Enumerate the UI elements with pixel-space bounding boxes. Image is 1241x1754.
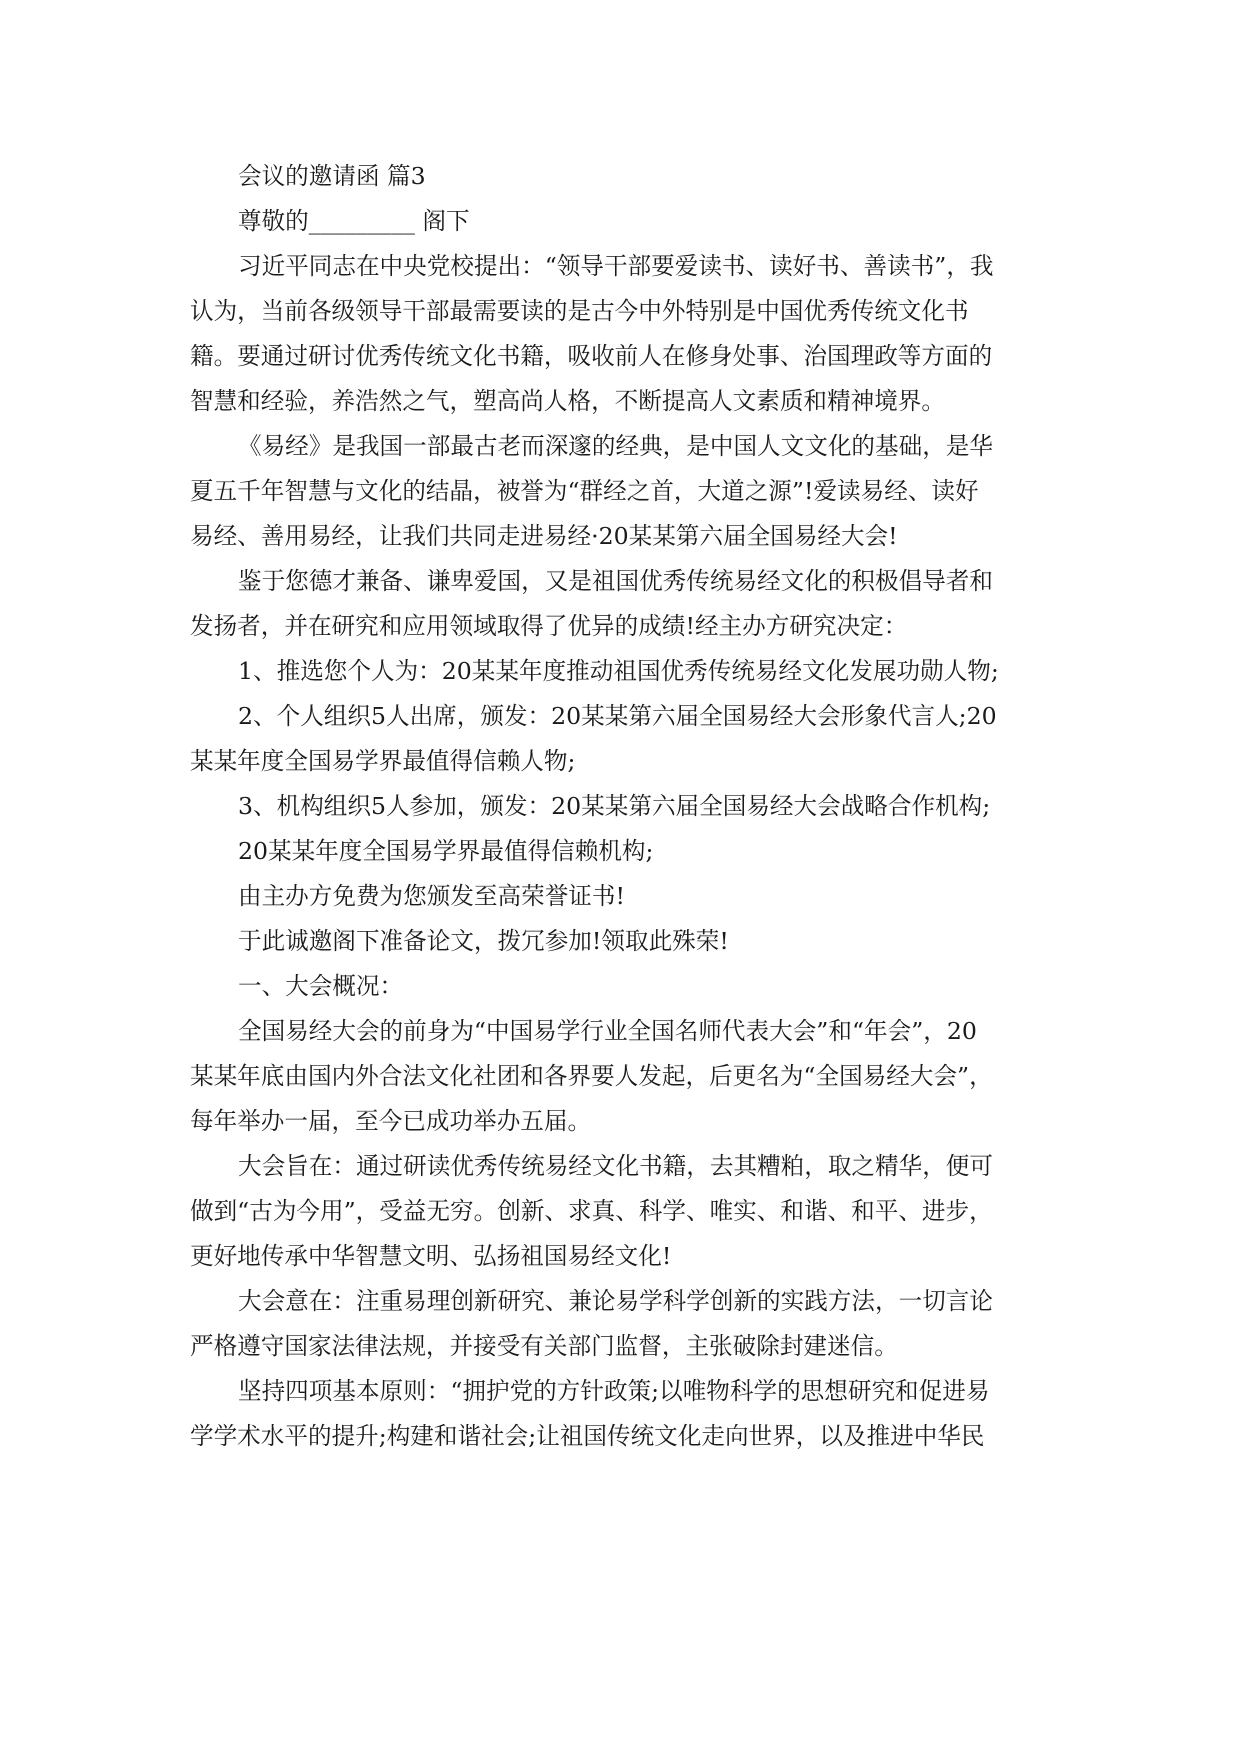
- text-line: 1、推选您个人为：20某某年度推动祖国优秀传统易经文化发展功勋人物;: [238, 657, 999, 685]
- text-line: 严格遵守国家法律法规，并接受有关部门监督，主张破除封建迷信。: [190, 1332, 898, 1360]
- text-line: 3、机构组织5人参加，颁发：20某某第六届全国易经大会战略合作机构;: [238, 792, 991, 820]
- text-line: 20某某年度全国易学界最值得信赖机构;: [238, 837, 654, 865]
- text-line: 《易经》是我国一部最古老而深邃的经典，是中国人文文化的基础，是华: [238, 432, 993, 460]
- text-line: 夏五千年智慧与文化的结晶，被誉为“群经之首，大道之源”!爱读易经、读好: [190, 477, 979, 505]
- text-line: 更好地传承中华智慧文明、弘扬祖国易经文化!: [190, 1242, 672, 1270]
- text-line: 认为，当前各级领导干部最需要读的是古今中外特别是中国优秀传统文化书: [190, 297, 969, 325]
- text-line: 易经、善用易经，让我们共同走进易经·20某某第六届全国易经大会!: [190, 522, 898, 550]
- text-line: 某某年度全国易学界最值得信赖人物;: [190, 747, 576, 775]
- text-line: 发扬者，并在研究和应用领域取得了优异的成绩!经主办方研究决定：: [190, 612, 908, 640]
- text-line: 某某年底由国内外合法文化社团和各界要人发起，后更名为“全国易经大会”，: [190, 1062, 993, 1090]
- text-line: 一、大会概况：: [238, 972, 404, 1000]
- text-line: 全国易经大会的前身为“中国易学行业全国名师代表大会”和“年会”，20: [238, 1017, 977, 1045]
- text-line: 大会旨在：通过研读优秀传统易经文化书籍，去其糟粕，取之精华，便可: [238, 1152, 993, 1180]
- text-line: 由主办方免费为您颁发至高荣誉证书!: [238, 882, 625, 910]
- text-line: 2、个人组织5人出席，颁发：20某某第六届全国易经大会形象代言人;20: [238, 702, 997, 730]
- text-line: 尊敬的_________ 阁下: [238, 207, 470, 235]
- text-line: 智慧和经验，养浩然之气，塑高尚人格，不断提高人文素质和精神境界。: [190, 387, 945, 415]
- text-line: 每年举办一届，至今已成功举办五届。: [190, 1107, 592, 1135]
- text-line: 大会意在：注重易理创新研究、兼论易学科学创新的实践方法，一切言论: [238, 1287, 993, 1315]
- text-line: 于此诚邀阁下准备论文，拨冗参加!领取此殊荣!: [238, 927, 729, 955]
- text-line: 做到“古为今用”，受益无穷。创新、求真、科学、唯实、和谐、和平、进步，: [190, 1197, 993, 1225]
- document-title: 会议的邀请函 篇3: [238, 162, 426, 190]
- document-body: [190, 154, 1060, 1459]
- text-line: 学学术水平的提升;构建和谐社会;让祖国传统文化走向世界，以及推进中华民: [190, 1422, 985, 1450]
- text-line: 鉴于您德才兼备、谦卑爱国，又是祖国优秀传统易经文化的积极倡导者和: [238, 567, 993, 595]
- text-line: 习近平同志在中央党校提出：“领导干部要爱读书、读好书、善读书”，我: [238, 252, 994, 280]
- text-line: 籍。要通过研讨优秀传统文化书籍，吸收前人在修身处事、治国理政等方面的: [190, 342, 993, 370]
- text-line: 坚持四项基本原则：“拥护党的方针政策;以唯物科学的思想研究和促进易: [238, 1377, 990, 1405]
